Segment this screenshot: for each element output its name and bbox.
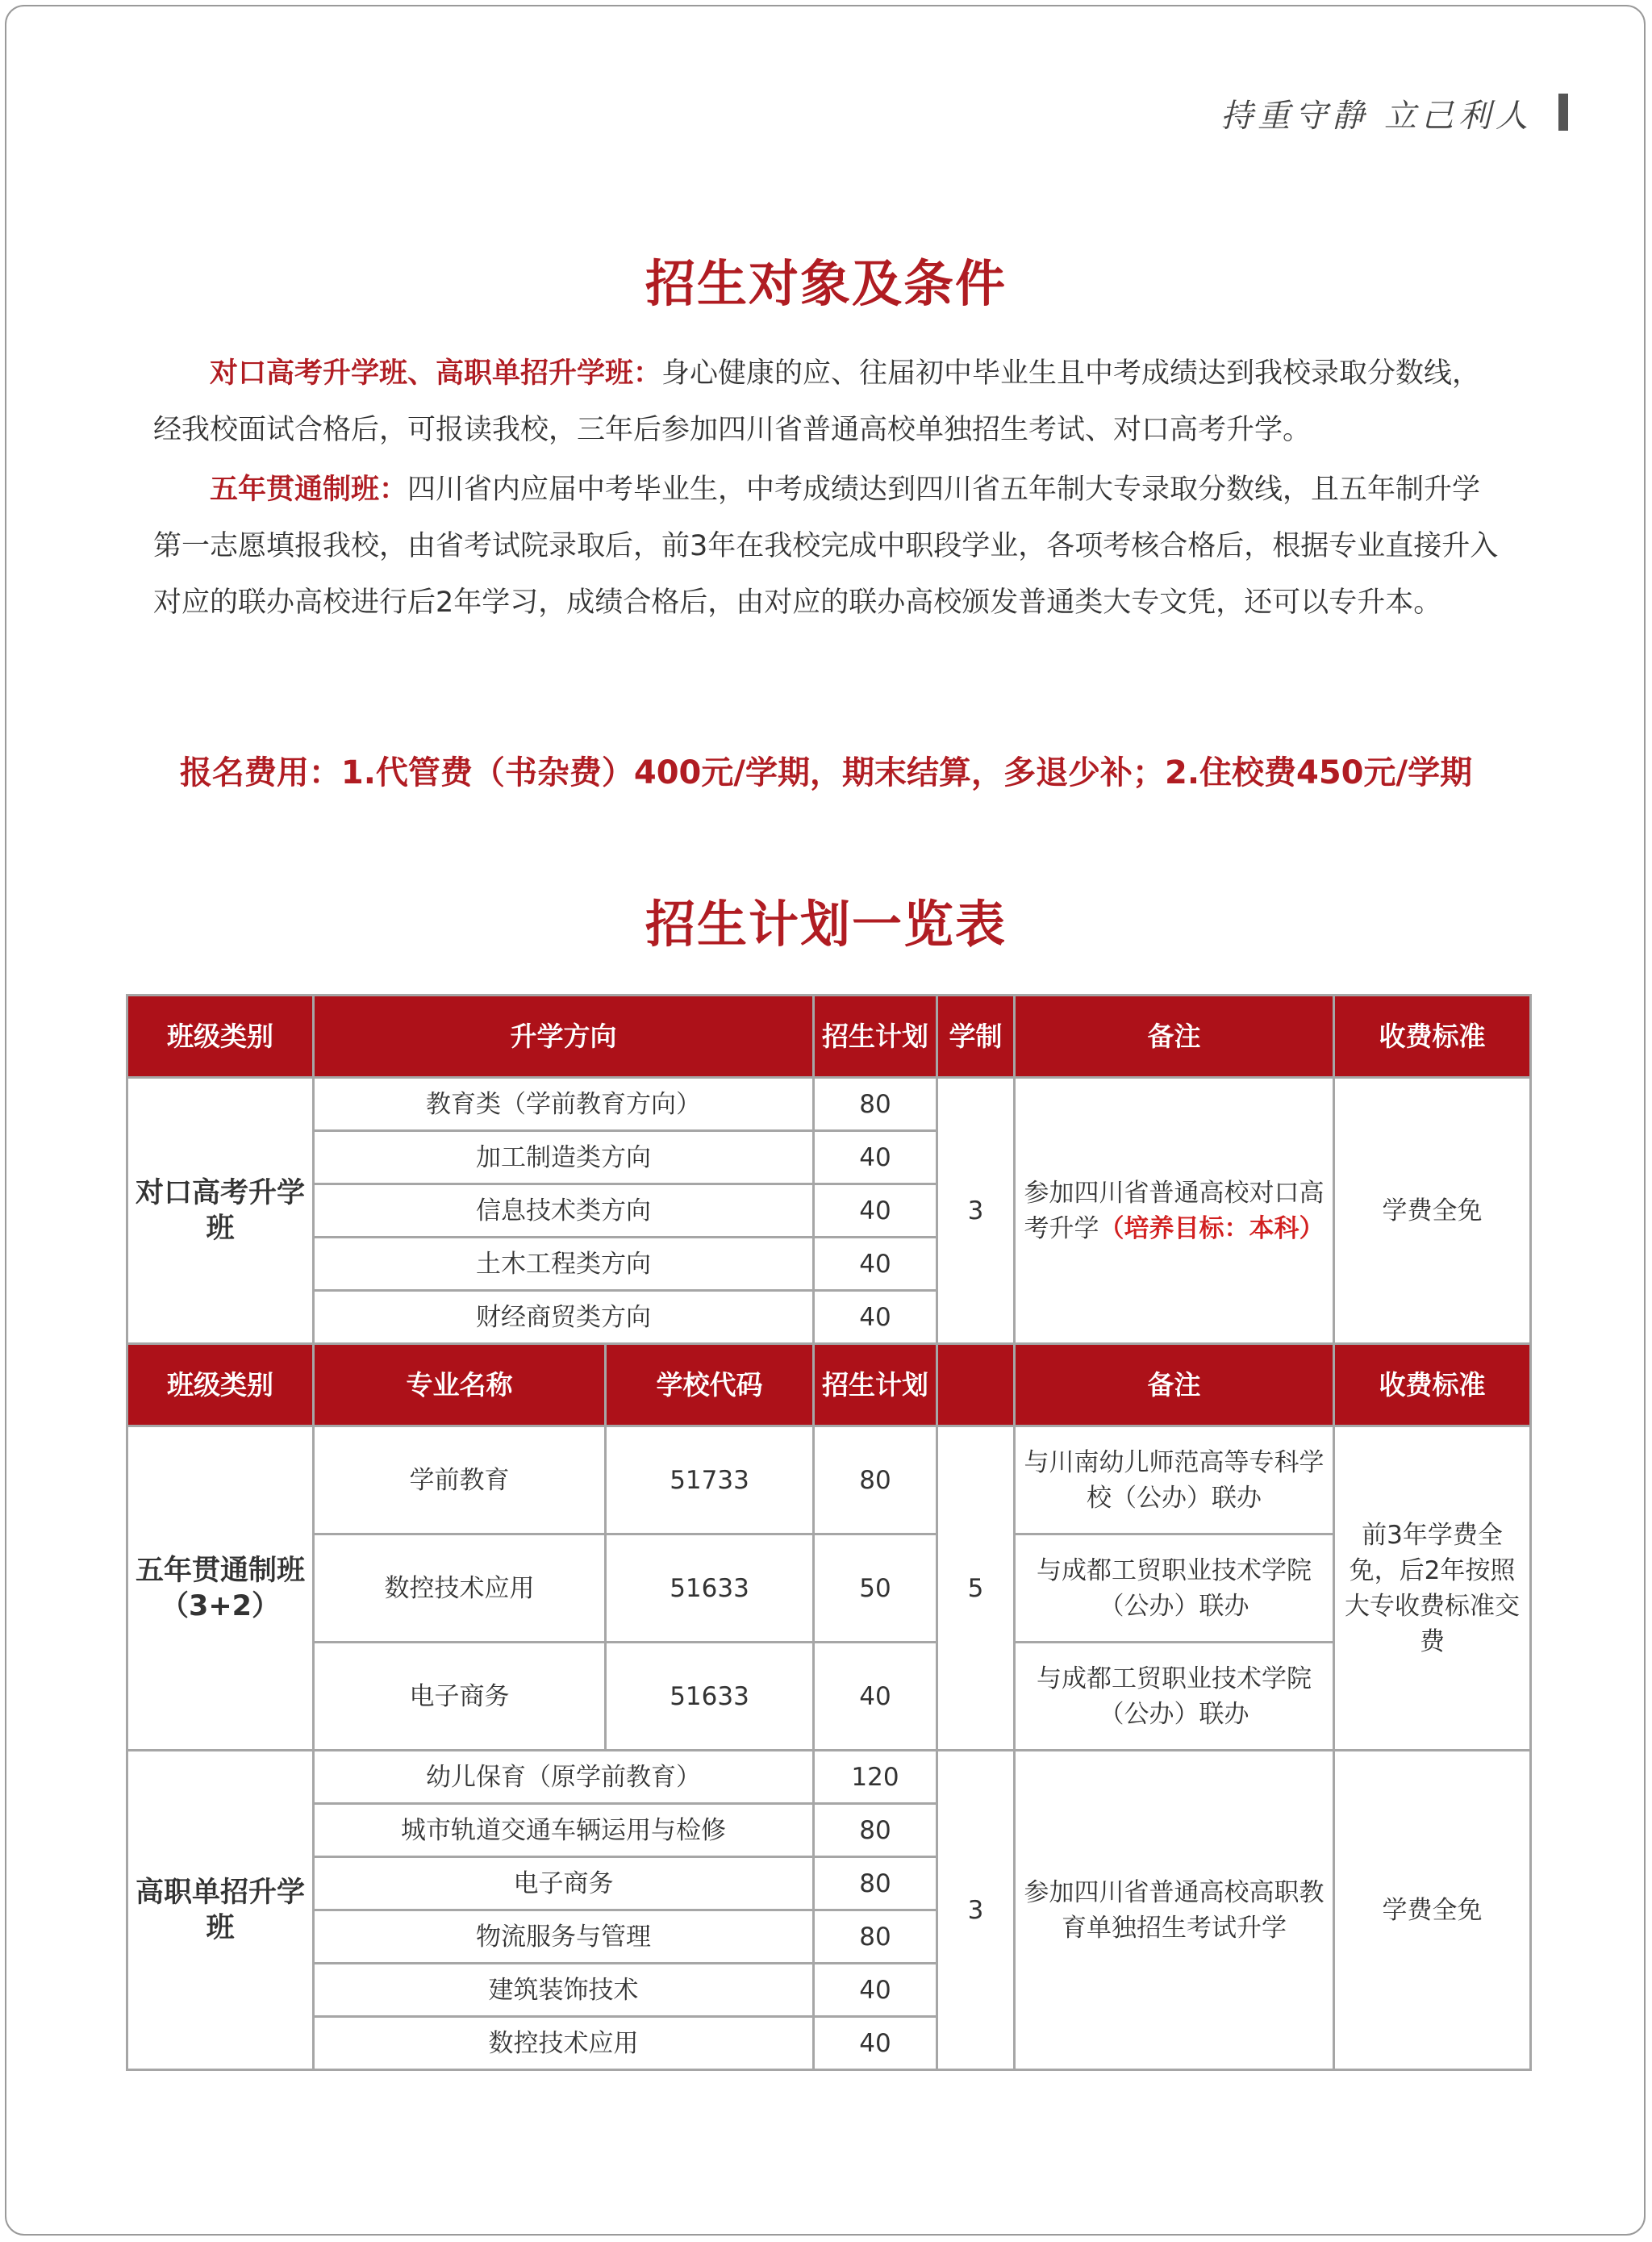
- note-text: 参加四川省普通高校对口高考升学: [1024, 1178, 1325, 1243]
- note-cell: 与川南幼儿师范高等专科学校（公办）联办: [1015, 1426, 1334, 1534]
- plan-cell: 40: [814, 2017, 937, 2070]
- plan-cell: 40: [814, 1184, 937, 1238]
- plan-cell: 120: [814, 1751, 937, 1804]
- major-cell: 学前教育: [314, 1426, 606, 1534]
- direction-cell: 加工制造类方向: [314, 1131, 814, 1184]
- direction-cell: 土木工程类方向: [314, 1238, 814, 1291]
- table-row: [127, 1751, 1531, 1804]
- header-cell: 班级类别: [127, 1344, 314, 1426]
- header-cell: 学制: [937, 996, 1015, 1078]
- plan-cell: 40: [814, 1964, 937, 2017]
- note-cell: 与成都工贸职业技术学院（公办）联办: [1015, 1643, 1334, 1751]
- paragraph-high-exam-classes: [153, 345, 1508, 458]
- paragraph-label: 五年贯通制班：: [210, 474, 408, 506]
- header-cell: 备注: [1015, 996, 1334, 1078]
- category-cell: 高职单招升学班: [127, 1751, 314, 2070]
- school-code-cell: 51733: [606, 1426, 814, 1534]
- years-cell: 3: [937, 1751, 1015, 2070]
- header-cell: 招生计划: [814, 996, 937, 1078]
- years-cell: 3: [937, 1078, 1015, 1344]
- header-cell: 收费标准: [1334, 996, 1531, 1078]
- plan-cell: 80: [814, 1804, 937, 1857]
- plan-cell: 40: [814, 1131, 937, 1184]
- header-cell: 班级类别: [127, 996, 314, 1078]
- table-row: [127, 1534, 1531, 1643]
- major-cell: 电子商务: [314, 1643, 606, 1751]
- table-header-row: [127, 996, 1531, 1078]
- fee-cell: 学费全免: [1334, 1751, 1531, 2070]
- header-cell: 专业名称: [314, 1344, 606, 1426]
- plan-cell: 50: [814, 1534, 937, 1643]
- direction-cell: 城市轨道交通车辆运用与检修: [314, 1804, 814, 1857]
- header-cell: 备注: [1015, 1344, 1334, 1426]
- table-header-row: [127, 1344, 1531, 1426]
- table-row: [127, 1426, 1531, 1534]
- direction-cell: 物流服务与管理: [314, 1910, 814, 1964]
- section-title-enrollment-plan: 招生计划一览表: [645, 895, 1007, 954]
- header-cell: 学校代码: [606, 1344, 814, 1426]
- direction-cell: 数控技术应用: [314, 2017, 814, 2070]
- enrollment-plan-table: [126, 994, 1532, 2071]
- years-cell: 5: [937, 1426, 1015, 1751]
- paragraph-five-year-class: [153, 461, 1508, 631]
- category-sub-text: （3+2）: [160, 1589, 281, 1622]
- header-cell: 收费标准: [1334, 1344, 1531, 1426]
- direction-cell: 幼儿保育（原学前教育）: [314, 1751, 814, 1804]
- direction-cell: 财经商贸类方向: [314, 1291, 814, 1344]
- category-text: 五年贯通制班: [135, 1554, 305, 1587]
- category-cell: [127, 1426, 314, 1751]
- plan-cell: 80: [814, 1426, 937, 1534]
- plan-cell: 80: [814, 1857, 937, 1910]
- header-cell: [937, 1344, 1015, 1426]
- major-cell: 数控技术应用: [314, 1534, 606, 1643]
- fee-cell: 学费全免: [1334, 1078, 1531, 1344]
- category-cell: 对口高考升学班: [127, 1078, 314, 1344]
- note-cell: 与成都工贸职业技术学院（公办）联办: [1015, 1534, 1334, 1643]
- header-cell: 招生计划: [814, 1344, 937, 1426]
- school-code-cell: 51633: [606, 1643, 814, 1751]
- plan-cell: 40: [814, 1291, 937, 1344]
- school-code-cell: 51633: [606, 1534, 814, 1643]
- plan-cell: 80: [814, 1078, 937, 1131]
- direction-cell: 教育类（学前教育方向）: [314, 1078, 814, 1131]
- plan-cell: 40: [814, 1643, 937, 1751]
- note-highlight: （培养目标：本科）: [1099, 1213, 1325, 1243]
- school-motto: 持重守静 立己利人: [1220, 98, 1533, 135]
- fee-cell: 前3年学费全免，后2年按照大专收费标准交费: [1334, 1426, 1531, 1751]
- direction-cell: 建筑装饰技术: [314, 1964, 814, 2017]
- table-row: [127, 1643, 1531, 1751]
- table-row: [127, 1078, 1531, 1131]
- note-cell: 参加四川省普通高校高职教育单独招生考试升学: [1015, 1751, 1334, 2070]
- paragraph-label: 对口高考升学班、高职单招升学班：: [210, 357, 662, 390]
- section-title-admission-conditions: 招生对象及条件: [645, 254, 1007, 313]
- paragraph-text: 身心健康的应、往届初中毕业生且中考成绩达到我校录取分数线，经我校面试合格后，可报读我校，三年后参加四川省普通高校单独招生考试、对口高考升学。: [153, 357, 1481, 446]
- header-cell: 升学方向: [314, 996, 814, 1078]
- direction-cell: 信息技术类方向: [314, 1184, 814, 1238]
- plan-cell: 80: [814, 1910, 937, 1964]
- registration-fee-line: 报名费用：1.代管费（书杂费）400元/学期，期末结算，多退少补；2.住校费450元/学期: [179, 754, 1473, 791]
- motto-bar-decoration: [1558, 94, 1568, 131]
- paragraph-text: 四川省内应届中考毕业生，中考成绩达到四川省五年制大专录取分数线，且五年制升学第一志愿填报我校，由省考试院录取后，前3年在我校完成中职段学业，各项考核合格后，根据专业直接升入对应的联办高校进行后2年学习，成绩合格后，由对应的联办高校颁发普通类大专文凭，还可以专升本。: [153, 474, 1499, 619]
- plan-cell: 40: [814, 1238, 937, 1291]
- note-cell: [1015, 1078, 1334, 1344]
- direction-cell: 电子商务: [314, 1857, 814, 1910]
